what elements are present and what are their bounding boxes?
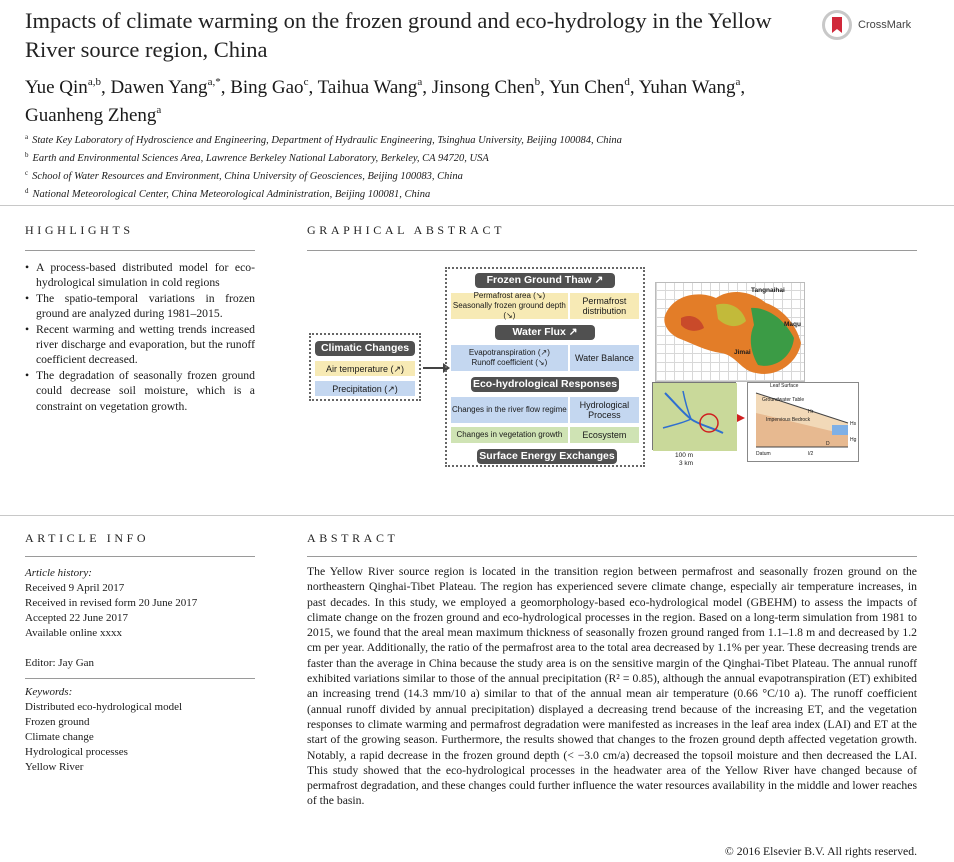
map-label-maqu: Maqu bbox=[784, 321, 801, 328]
hydrological-process-label: Hydrological Process bbox=[570, 397, 639, 423]
keyword[interactable]: Yellow River bbox=[25, 761, 84, 773]
highlights-rule bbox=[25, 250, 255, 251]
article-title: Impacts of climate warming on the frozen ground and eco-hydrology in the Yellow River source region, China bbox=[25, 8, 772, 62]
ecosystem-label: Ecosystem bbox=[570, 427, 639, 443]
highlight-item: • The spatio-temporal variations in frozen ground are analyzed during 1981–2015. bbox=[25, 291, 255, 322]
permafrost-distribution-label: Permafrost distribution bbox=[570, 293, 639, 319]
water-balance-row bbox=[451, 345, 639, 371]
zoom-arrow-icon bbox=[737, 414, 745, 422]
water-flux-metrics: Evapotranspiration (↗) Runoff coefficient (↘) bbox=[451, 345, 568, 371]
profile-label-d: D bbox=[826, 441, 830, 447]
permafrost-metrics: Permafrost area (↘) Seasonally frozen ground depth (↘) bbox=[452, 291, 566, 320]
abstract-heading: ABSTRACT bbox=[307, 531, 399, 545]
graphical-abstract bbox=[307, 262, 922, 472]
precipitation-label: Precipitation (↗) bbox=[315, 381, 415, 396]
editor: Editor: Jay Gan bbox=[25, 657, 95, 669]
highlight-item: • A process-based distributed model for eco-hydrological simulation in cold regions bbox=[25, 260, 255, 291]
water-balance-label: Water Balance bbox=[570, 345, 639, 371]
graphical-abstract-rule bbox=[307, 250, 917, 251]
profile-label-hg: Hg bbox=[850, 437, 857, 443]
crossmark-icon bbox=[822, 10, 852, 40]
map-label-tangnaihai: Tangnaihai bbox=[751, 287, 785, 294]
keywords-rule bbox=[25, 678, 255, 679]
river-flow-row bbox=[451, 397, 639, 423]
article-info-heading: ARTICLE INFO bbox=[25, 531, 150, 545]
author[interactable]: Taihua Wang$^a$ bbox=[317, 76, 423, 98]
author[interactable]: Jinsong Chen$^b$ bbox=[431, 76, 541, 98]
author[interactable]: Bing Gao$^c$ bbox=[230, 76, 309, 98]
profile-label-bedrock: Impervious Bedrock bbox=[766, 417, 811, 423]
profile-label-hs: Hs bbox=[850, 421, 857, 427]
author-list: Yue Qin$^{a,b}$, Dawen Yang$^{a,*}$, Bing Gao$^c$, Taihua Wang$^a$, Jinsong Chen$^b$, Yun Chen$^d$, Yuhan Wang$^a$, Guanheng Zheng$^a$ bbox=[25, 76, 746, 126]
surface-energy-label: Surface Energy Exchanges bbox=[477, 449, 617, 464]
article-info-rule bbox=[25, 556, 255, 557]
map-label-jimai: Jimai bbox=[734, 349, 751, 356]
abstract-text: The Yellow River source region is located in the transition region between permafrost and seasonally frozen ground on the northeastern Qinghai-Tibet Plateau. The region has experienced severe climate change, especially air temperature increases, in past decades. In this study, we employed a geomorphology-based eco-hydrological model (GBEHM) to assess the impacts of climate change on the frozen ground and eco-hydrological processes in the region. Based on a long-term simulation from 1981 to 2015, we found that the areal mean maximum thickness of seasonally frozen ground ranged from 1.1–1.8 m and decreased by 1.2 cm per year. Additionally, the ratio of the permafrost area to the total area decreased by 1.1% per year. These decreasing trends are faster than the average in China because the study area is on the sensitive margin of the Qinghai-Tibet Plateau. The annual runoff exhibited variations similar to those of the annual precipitation (R² = 0.85), although the annual evapotranspiration (ET) exhibited an increasing trend (14.3 mm/10 a) similar to that of the annual mean air temperature (0.66 °C/10 a). The runoff coefficient (annual runoff divided by annual precipitation) displayed a decreasing trend because of the increasing ET, and the vegetation responses to climate warming and permafrost degradation were manifested as increases in the leaf area index (LAI) and ET at the start of the growing season. Furthermore, the results showed that changes to the frozen ground depth affected vegetation growth. Notably, a rapid decrease in the frozen ground depth (< −3.0 cm/a) decreased the topsoil moisture and then decreased the LAI. This study showed that the eco-hydrological processes in the headwater area of the Yellow River have changed because of permafrost degradation, and these changes could further influence the water resources availability in the middle and lower reaches of the basin. bbox=[307, 565, 917, 808]
frozen-ground-thaw-label: Frozen Ground Thaw ↗ bbox=[475, 273, 615, 288]
history-label: Article history: bbox=[25, 567, 92, 579]
author[interactable]: Yun Chen$^d$ bbox=[548, 76, 630, 98]
highlight-item: • The degradation of seasonally frozen ground could decrease soil moisture, which is a constraint on vegetation growth. bbox=[25, 368, 255, 414]
process-box bbox=[445, 267, 645, 467]
profile-label-datum: Datum bbox=[756, 451, 771, 457]
copyright: © 2016 Elsevier B.V. All rights reserved. bbox=[724, 845, 917, 858]
author[interactable]: Guanheng Zheng$^a$ bbox=[25, 104, 162, 126]
connector-arrow-line bbox=[423, 367, 445, 369]
profile-label-l2: l/2 bbox=[808, 451, 814, 457]
online-date: Available online xxxx bbox=[25, 627, 122, 639]
scale-label-3km: 3 km bbox=[679, 460, 694, 467]
header-divider bbox=[0, 205, 954, 206]
middle-divider bbox=[0, 515, 954, 516]
received-date: Received 9 April 2017 bbox=[25, 582, 125, 594]
accepted-date: Accepted 22 June 2017 bbox=[25, 612, 128, 624]
affiliation: $^a$ State Key Laboratory of Hydroscience and Engineering, Department of Hydraulic Engineering, Tsinghua University, Beijing 100084, China bbox=[25, 133, 622, 146]
crossmark-badge[interactable] bbox=[822, 7, 942, 43]
vegetation-label: Changes in vegetation growth bbox=[451, 427, 568, 443]
author[interactable]: Yuhan Wang$^a$ bbox=[638, 76, 741, 98]
affiliation: $^d$ National Meteorological Center, China Meteorological Administration, Beijing 100081, China bbox=[25, 187, 431, 200]
river-network-icon bbox=[653, 383, 737, 451]
scale-label-100m: 100 m bbox=[675, 452, 694, 459]
keyword[interactable]: Frozen ground bbox=[25, 716, 90, 728]
air-temperature-label: Air temperature (↗) bbox=[315, 361, 415, 376]
affiliation-list bbox=[25, 130, 825, 202]
vegetation-row bbox=[451, 427, 639, 443]
basin-map-shape bbox=[656, 283, 806, 383]
author[interactable]: Yue Qin$^{a,b}$ bbox=[25, 76, 101, 98]
water-flux-label: Water Flux ↗ bbox=[495, 325, 595, 340]
keyword[interactable]: Hydrological processes bbox=[25, 746, 128, 758]
affiliation: $^b$ Earth and Environmental Sciences Area, Lawrence Berkeley National Laboratory, Berkeley, CA 94720, USA bbox=[25, 151, 489, 164]
article-info bbox=[25, 566, 265, 775]
abstract-rule bbox=[307, 556, 917, 557]
hillslope-profile-diagram bbox=[747, 382, 859, 462]
revised-date: Received in revised form 20 June 2017 bbox=[25, 597, 198, 609]
keyword[interactable]: Distributed eco-hydrological model bbox=[25, 701, 183, 713]
eco-responses-label: Eco-hydrological Responses bbox=[472, 378, 618, 390]
author[interactable]: Dawen Yang$^{a,*}$ bbox=[110, 76, 221, 98]
highlight-item: • Recent warming and wetting trends increased river discharge and evaporation, but the runoff coefficient decreased. bbox=[25, 322, 255, 368]
affiliation: $^c$ School of Water Resources and Environment, China University of Geosciences, Beijing 100083, China bbox=[25, 169, 463, 182]
graphical-abstract-heading: GRAPHICAL ABSTRACT bbox=[307, 223, 506, 237]
profile-label-hr: Hr bbox=[808, 409, 814, 415]
permafrost-row bbox=[451, 293, 639, 319]
highlights-heading: HIGHLIGHTS bbox=[25, 223, 134, 237]
river-flow-label: Changes in the river flow regime bbox=[451, 397, 568, 423]
profile-label-layer: Groundwater Table bbox=[762, 397, 805, 403]
crossmark-label: CrossMark bbox=[858, 19, 912, 31]
hillslope-grid-image bbox=[652, 382, 736, 450]
climatic-changes-label: Climatic Changes bbox=[315, 341, 415, 356]
keyword[interactable]: Climate change bbox=[25, 731, 94, 743]
profile-label-surface: Leaf Surface bbox=[770, 383, 799, 389]
basin-map bbox=[655, 282, 805, 382]
climatic-changes-box bbox=[309, 333, 421, 401]
highlights-list bbox=[25, 260, 255, 414]
keywords-label: Keywords: bbox=[25, 686, 73, 698]
